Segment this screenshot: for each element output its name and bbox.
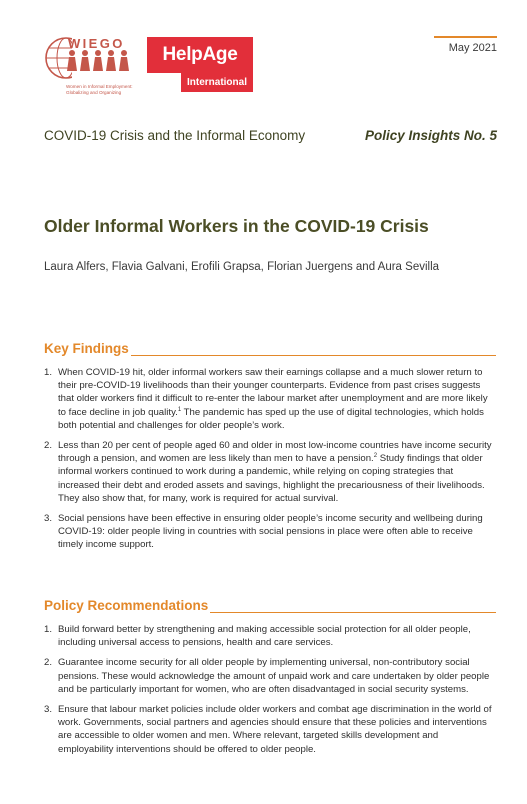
list-item: 3. Ensure that labour market policies include older workers and combat age discrimination in the world of work. Governments, social partners and agencies should ensure that these policies and interventions are accessible to older women and men. Where relevant, targeted skills development and employability interventions should be offered to older people. xyxy=(44,704,492,755)
footnote-ref: 1 xyxy=(177,406,182,413)
list-item: 2. Guarantee income security for all older people by implementing universal, non-contributory social pensions. These would acknowledge the amount of unpaid work and care undertaken by older people and be particularly important for women, who are often disadvantaged in social security systems. xyxy=(44,657,490,695)
list-item: 1. Build forward better by strengthening and making accessible social protection for all older people, including universal access to pensions, health and care services. xyxy=(44,624,471,649)
helpage-wordmark: HelpAge xyxy=(147,37,253,73)
date-rule xyxy=(434,36,497,38)
policy-recommendations-heading: Policy Recommendations xyxy=(44,598,496,615)
helpage-subtitle: International xyxy=(181,73,253,92)
series-name: COVID-19 Crisis and the Informal Economy xyxy=(44,128,306,143)
list-item: 1. When COVID-19 hit, older informal workers saw their earnings collapse and a much slower return to their pre-COVID-19 livelihoods than their younger counterparts. Evidence from past crises suggests that older workers find it difficult to re-enter the labour market after unemployment and are more likely to face decline in job quality.$^1$ The pandemic has sped up the use of digital technologies, which holds both potential and challenges for older people’s work. xyxy=(44,367,488,431)
workers-figures-icon xyxy=(66,48,136,80)
footnote-ref: 2 xyxy=(373,453,378,460)
publication-date: May 2021 xyxy=(448,42,497,54)
helpage-logo xyxy=(147,37,253,94)
authors: Laura Alfers, Flavia Galvani, Erofili Grapsa, Florian Juergens and Aura Sevilla xyxy=(44,261,440,273)
list-item: 3. Social pensions have been effective in ensuring older people’s income security and wellbeing during COVID-19: older people living in countries with social pensions in place were often able to receive timely income support. xyxy=(44,513,483,551)
wiego-tagline: Women in Informal Employment: Globalizing and Organizing xyxy=(66,84,133,95)
wiego-wordmark: WIEGO xyxy=(68,36,125,51)
key-findings-section xyxy=(44,341,496,559)
key-findings-heading: Key Findings xyxy=(44,341,496,358)
page-title: Older Informal Workers in the COVID-19 Crisis xyxy=(44,216,429,236)
policy-recommendations-list xyxy=(44,623,496,756)
key-findings-list xyxy=(44,366,496,552)
list-item: 2. Less than 20 per cent of people aged 60 and older in most low-income countries have income security through a pension, and women are less likely than men to have a pension.$^2$ Study findings that older informal workers continued to work during a pandemic, while relying on coping strategies that increased their debt and eroded assets and savings, highlight the precariousness of their livelihoods. They also show that, for many, work is required for actual survival. xyxy=(44,440,492,504)
policy-recommendations-section xyxy=(44,598,496,763)
series-number: Policy Insights No. 5 xyxy=(364,128,497,143)
